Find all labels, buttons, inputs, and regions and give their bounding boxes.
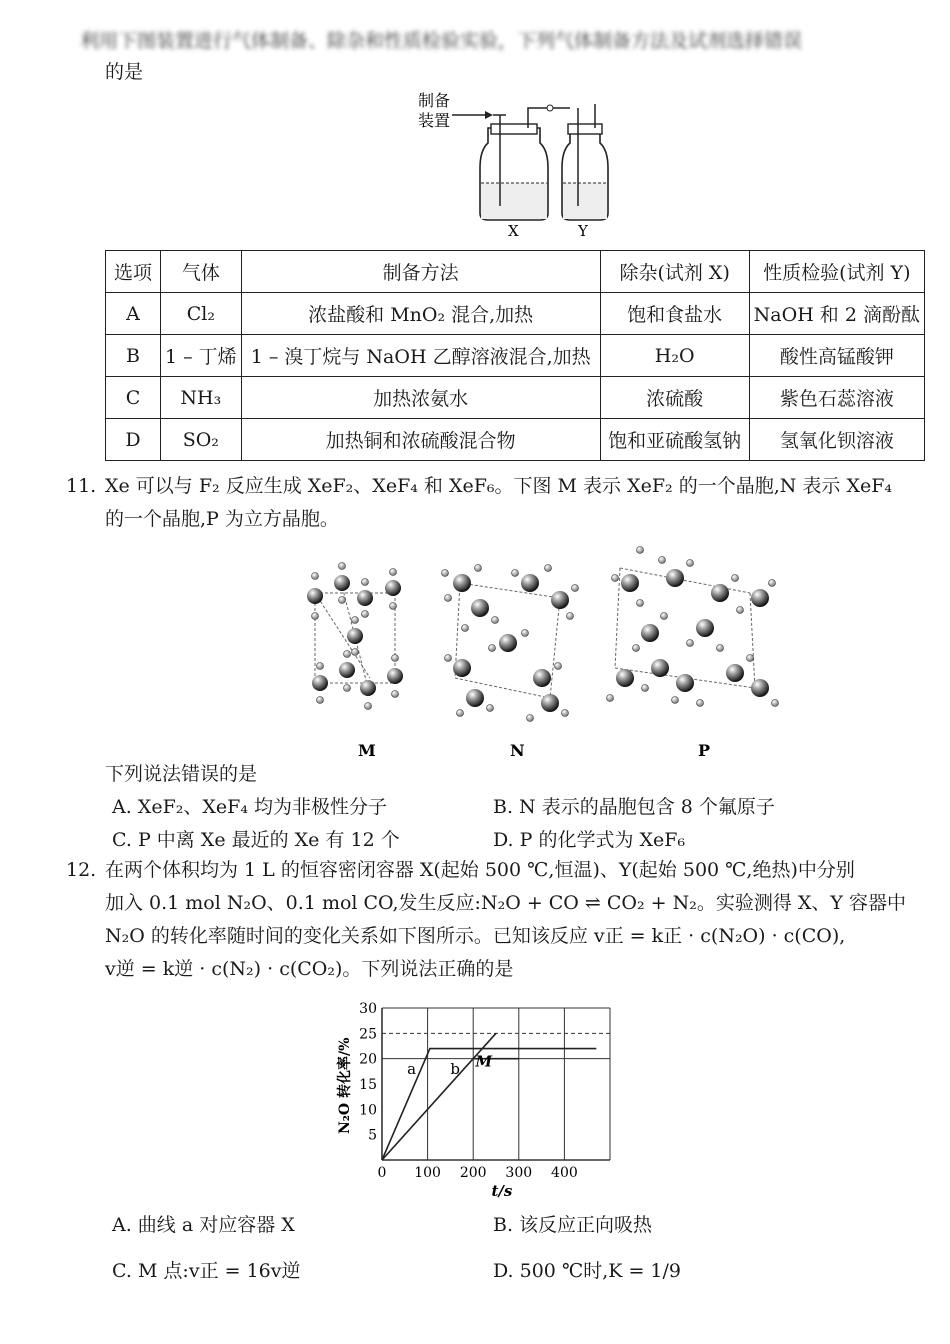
y-tick-label: 25 [359, 1026, 377, 1043]
bottle-x-label: X [508, 222, 519, 240]
q11-number: 11. [66, 475, 97, 497]
arrow-head [485, 111, 493, 119]
q12-number: 12. [66, 859, 97, 881]
label-n: N [510, 741, 525, 760]
annotation-b: b [450, 1059, 461, 1078]
x-tick-label: 300 [505, 1165, 533, 1181]
table-header: 制备方法 [241, 251, 600, 293]
cell-gas: SO₂ [161, 419, 242, 461]
q12-line-1: 在两个体积均为 1 L 的恒容密闭容器 X(起始 500 ℃,恒温)、Y(起始 500 ℃,绝热)中分别 [105, 859, 855, 881]
cell-method: 加热浓氨水 [241, 377, 600, 419]
gas-apparatus-diagram [400, 88, 620, 240]
cut-off-line: 利用下图装置进行气体制备、除杂和性质检验实验，下列气体制备方法及试剂选择错误 [80, 30, 803, 52]
q12-option-d[interactable]: D. 500 ℃时,K = 1/9 [493, 1260, 682, 1282]
cell-reagent-x: 饱和食盐水 [600, 293, 749, 335]
bottle-y [547, 104, 608, 220]
bottle-y-label: Y [578, 222, 588, 240]
cell-reagent-x: H₂O [600, 335, 749, 377]
cell-gas: Cl₂ [161, 293, 242, 335]
table-row [106, 377, 925, 419]
table-header: 性质检验(试剂 Y) [749, 251, 924, 293]
annotation-M: M [475, 1052, 493, 1071]
q12-option-b[interactable]: B. 该反应正向吸热 [493, 1214, 653, 1236]
cell-method: 1 – 溴丁烷与 NaOH 乙醇溶液混合,加热 [241, 335, 600, 377]
y-tick-label: 30 [359, 1001, 377, 1017]
x-tick-label: 200 [459, 1165, 487, 1181]
q11-option-b[interactable]: B. N 表示的晶胞包含 8 个氟原子 [493, 796, 775, 818]
y-tick-label: 10 [359, 1102, 377, 1119]
q11-option-c[interactable]: C. P 中离 Xe 最近的 Xe 有 12 个 [112, 829, 400, 851]
table-row [106, 293, 925, 335]
chart-annotations [407, 1052, 492, 1078]
q11-line-2: 的一个晶胞,P 为立方晶胞。 [105, 508, 339, 530]
chart-grid [382, 1008, 610, 1160]
apparatus-label-1: 制备 [418, 91, 451, 110]
apparatus-label-2: 装置 [418, 111, 451, 130]
q12-line-3: N₂O 的转化率随时间的变化关系如下图所示。已知该反应 v正 = k正 · c(N₂O) · c(CO), [105, 925, 846, 947]
y-tick-label: 5 [368, 1127, 377, 1144]
cell-reagent-x: 饱和亚硫酸氢钠 [600, 419, 749, 461]
cell-option: B [106, 335, 161, 377]
cell-reagent-x: 浓硫酸 [600, 377, 749, 419]
table-row [106, 335, 925, 377]
cell-option: A [106, 293, 161, 335]
cell-reagent-y: 氢氧化钡溶液 [749, 419, 924, 461]
x-tick-label: 0 [377, 1165, 387, 1181]
q12-line-4: v逆 = k逆 · c(N₂) · c(CO₂)。下列说法正确的是 [105, 958, 514, 980]
y-tick-label: 20 [359, 1051, 377, 1068]
q12-option-a[interactable]: A. 曲线 a 对应容器 X [112, 1214, 295, 1236]
q11-stem: 下列说法错误的是 [105, 763, 258, 785]
xe-atoms-p [616, 569, 769, 697]
bottle-x [480, 108, 570, 220]
cell-option: C [106, 377, 161, 419]
chart-ticks [359, 1001, 578, 1181]
x-tick-label: 100 [414, 1165, 441, 1181]
q12-line-2: 加入 0.1 mol N₂O、0.1 mol CO,发生反应:N₂O + CO ⇌ CO₂ + N₂。实验测得 X、Y 容器中 [105, 892, 907, 914]
cell-reagent-y: 紫色石蕊溶液 [749, 377, 924, 419]
q11-option-a[interactable]: A. XeF₂、XeF₄ 均为非极性分子 [112, 796, 387, 818]
xe-atoms-n [453, 574, 569, 712]
cell-reagent-y: 酸性高锰酸钾 [749, 335, 924, 377]
q10-options-table [105, 250, 925, 461]
table-header-row [106, 251, 925, 293]
cell-method: 浓盐酸和 MnO₂ 混合,加热 [241, 293, 600, 335]
annotation-a: a [407, 1059, 417, 1078]
label-m: M [358, 741, 376, 760]
y-axis-label: N₂O 转化率/% [337, 1037, 353, 1134]
table-header: 除杂(试剂 X) [600, 251, 749, 293]
crystal-cells-figure [280, 538, 780, 766]
question-tail: 的是 [105, 61, 144, 83]
cell-method: 加热铜和浓硫酸混合物 [241, 419, 600, 461]
q12-option-c[interactable]: C. M 点:v正 = 16v逆 [112, 1260, 301, 1282]
conversion-chart [325, 990, 625, 1200]
cell-option: D [106, 419, 161, 461]
table-row [106, 419, 925, 461]
x-axis-label: t/s [491, 1182, 513, 1200]
cell-gas: 1 – 丁烯 [161, 335, 242, 377]
label-p: P [698, 741, 711, 760]
table-header: 选项 [106, 251, 161, 293]
q11-option-d[interactable]: D. P 的化学式为 XeF₆ [493, 829, 686, 851]
cell-reagent-y: NaOH 和 2 滴酚酞 [749, 293, 924, 335]
y-tick-label: 15 [359, 1077, 377, 1093]
q11-line-1: Xe 可以与 F₂ 反应生成 XeF₂、XeF₄ 和 XeF₆。下图 M 表示 XeF₂ 的一个晶胞,N 表示 XeF₄ [105, 475, 893, 497]
x-tick-label: 400 [551, 1165, 578, 1181]
cell-gas: NH₃ [161, 377, 242, 419]
table-header: 气体 [161, 251, 242, 293]
